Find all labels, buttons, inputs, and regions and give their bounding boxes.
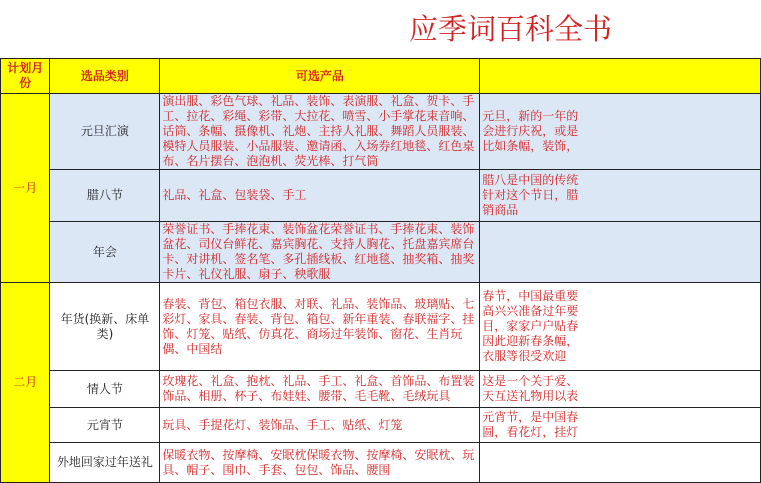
products-cell: 保暖衣物、按摩椅、安眠枕保暖衣物、按摩椅、安眠枕、玩具、帽子、围巾、手套、包包、饰品、腰围 — [160, 443, 480, 483]
header-products: 可选产品 — [160, 59, 480, 94]
products-cell: 演出服、彩色气球、礼品、装饰、表演服、礼盒、贺卡、手工、拉花、彩绳、彩带、大拉花、喷雪、小手掌花束音响、话筒、条幅、摄像机、礼炮、主持人礼服、舞蹈人员服装、模特人员服装、小品服装、邀请函、入场券红地毯、红色桌布、名片摆台、泡泡机、荧光棒、打气筒 — [160, 94, 480, 170]
description-cell — [480, 443, 761, 483]
description-line: 圆，看花灯，挂灯 — [482, 425, 579, 439]
description-line: 元宵节，是中国春 — [482, 410, 579, 424]
header-row — [1, 59, 761, 94]
header-month: 计划月份 — [1, 59, 50, 94]
description-line: 销商品 — [482, 203, 519, 217]
description-cell — [480, 283, 761, 371]
description-line: 这是一个关于爱、 — [482, 374, 579, 388]
category-cell: 元宵节 — [50, 408, 160, 443]
header-extra — [480, 59, 761, 94]
description-line: 高兴兴准备过年要 — [482, 304, 579, 318]
seasonal-products-table — [0, 58, 761, 483]
table-row — [1, 371, 761, 408]
category-cell: 年会 — [50, 222, 160, 283]
description-cell — [480, 371, 761, 408]
products-cell: 荣誉证书、手捧花束、装饰盆花荣誉证书、手捧花束、装饰盆花、司仪台鲜花、嘉宾胸花、支持人胸花、托盘嘉宾席台卡、对讲机、签名笔、多孔插线板、红地毯、抽奖箱、抽奖卡片、礼仪礼服、扇子、秧歌服 — [160, 222, 480, 283]
description-line: 会进行庆祝，或是 — [482, 124, 579, 138]
page-title: 应季词百科全书 — [408, 12, 612, 46]
description-line: 元旦，新的一年的 — [482, 109, 579, 123]
products-cell: 春装、背包、箱包衣服、对联、礼品、装饰品、玻璃贴、七彩灯、家具、春装、背包、箱包、新年重装、春联福字、挂饰、灯笼、贴纸、仿真花、商场过年装饰、窗花、生肖玩偶、中国结 — [160, 283, 480, 371]
table-row — [1, 170, 761, 222]
description-line: 天互送礼物用以表 — [482, 389, 579, 403]
description-cell — [480, 94, 761, 170]
table-row — [1, 222, 761, 283]
category-cell: 元旦汇演 — [50, 94, 160, 170]
description-line: 衣服等很受欢迎 — [482, 349, 567, 363]
month-cell-january: 一月 — [1, 94, 50, 283]
description-cell — [480, 222, 761, 283]
products-cell: 礼品、礼盒、包装袋、手工 — [160, 170, 480, 222]
table-row — [1, 283, 761, 371]
description-cell — [480, 408, 761, 443]
table-row — [1, 443, 761, 483]
description-line: 因此迎新春条幅， — [482, 334, 579, 348]
category-cell: 年货(换新、床单类) — [50, 283, 160, 371]
description-line: 春节，中国最重要 — [482, 289, 579, 303]
description-line: 比如条幅，装饰， — [482, 139, 579, 153]
table-row — [1, 94, 761, 170]
products-cell: 玩具、手提花灯、装饰品、手工、贴纸、灯笼 — [160, 408, 480, 443]
category-cell: 情人节 — [50, 371, 160, 408]
products-cell: 玫瑰花、礼盒、抱枕、礼品、手工、礼盒、首饰品、布置装饰品、相册、杯子、布娃娃、腰带、毛毛靴、毛绒玩具 — [160, 371, 480, 408]
category-cell: 外地回家过年送礼 — [50, 443, 160, 483]
description-cell — [480, 170, 761, 222]
description-line: 腊八是中国的传统 — [482, 173, 579, 187]
month-cell-february: 二月 — [1, 283, 50, 483]
description-line: 目，家家户户贴春 — [482, 319, 579, 333]
header-category: 选品类别 — [50, 59, 160, 94]
table-row — [1, 408, 761, 443]
category-cell: 腊八节 — [50, 170, 160, 222]
description-line: 针对这个节日，腊 — [482, 188, 579, 202]
